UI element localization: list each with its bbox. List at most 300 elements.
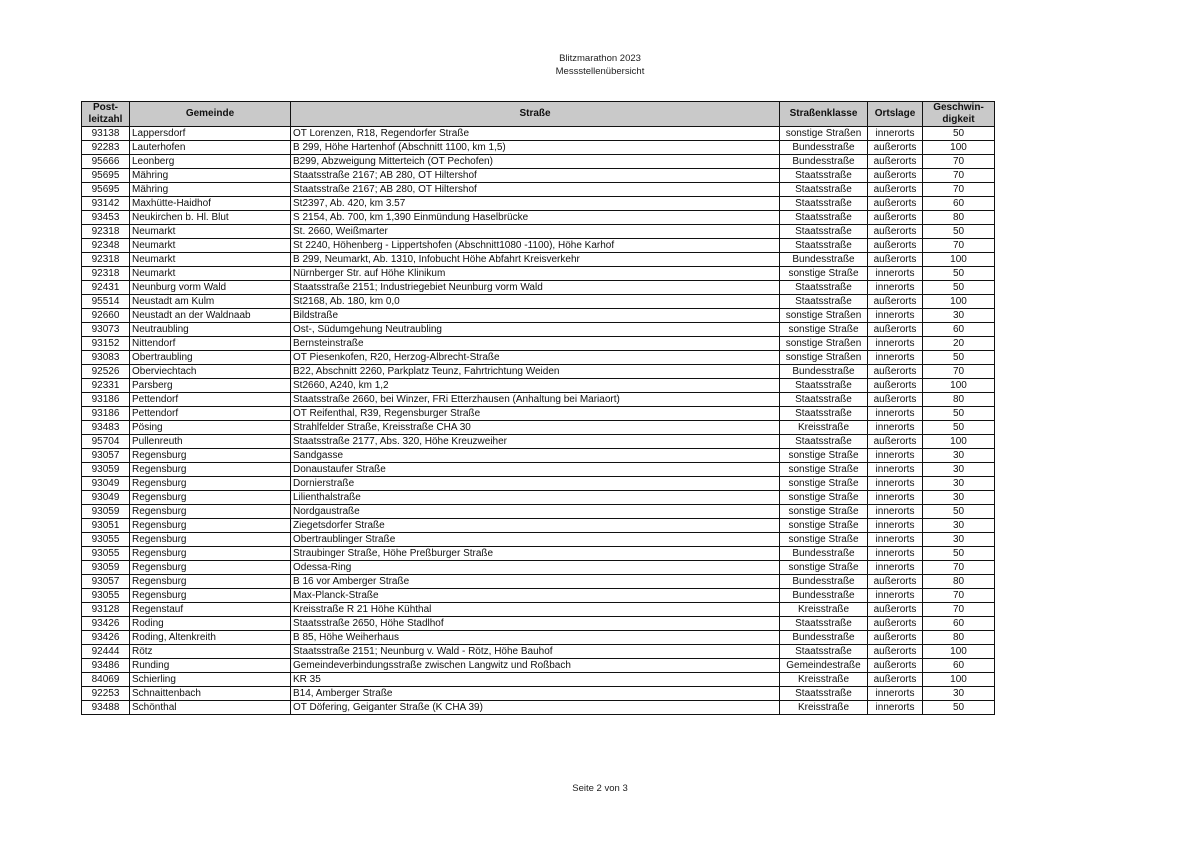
cell-geschwindigkeit: 80 (923, 575, 995, 589)
cell-strasse: Staatsstraße 2167; AB 280, OT Hiltershof (291, 183, 780, 197)
page-footer: Seite 2 von 3 (572, 783, 628, 794)
cell-postleitzahl: 92331 (82, 379, 130, 393)
cell-strassenklasse: sonstige Straße (780, 463, 868, 477)
cell-geschwindigkeit: 30 (923, 463, 995, 477)
cell-ortslage: innerorts (868, 281, 923, 295)
cell-strasse: KR 35 (291, 673, 780, 687)
cell-strassenklasse: sonstige Straßen (780, 337, 868, 351)
table-row (82, 589, 995, 603)
table-row (82, 323, 995, 337)
table-row (82, 141, 995, 155)
cell-gemeinde: Schierling (130, 673, 291, 687)
cell-gemeinde: Regensburg (130, 533, 291, 547)
table-row (82, 365, 995, 379)
cell-strasse: B14, Amberger Straße (291, 687, 780, 701)
cell-strasse: B 85, Höhe Weiherhaus (291, 631, 780, 645)
cell-geschwindigkeit: 50 (923, 225, 995, 239)
cell-geschwindigkeit: 30 (923, 519, 995, 533)
cell-postleitzahl: 93049 (82, 477, 130, 491)
cell-strassenklasse: sonstige Straßen (780, 351, 868, 365)
cell-gemeinde: Regenstauf (130, 603, 291, 617)
cell-postleitzahl: 93057 (82, 575, 130, 589)
cell-strasse: St2660, A240, km 1,2 (291, 379, 780, 393)
table-row (82, 351, 995, 365)
cell-strasse: Straubinger Straße, Höhe Preßburger Straße (291, 547, 780, 561)
cell-postleitzahl: 95695 (82, 169, 130, 183)
cell-postleitzahl: 93426 (82, 617, 130, 631)
cell-gemeinde: Mähring (130, 169, 291, 183)
table-row (82, 645, 995, 659)
cell-gemeinde: Neumarkt (130, 225, 291, 239)
cell-strasse: St 2240, Höhenberg - Lippertshofen (Abschnitt1080 -1100), Höhe Karhof (291, 239, 780, 253)
cell-strassenklasse: Kreisstraße (780, 421, 868, 435)
cell-strassenklasse: Bundesstraße (780, 547, 868, 561)
cell-ortslage: außerorts (868, 239, 923, 253)
table-row (82, 197, 995, 211)
cell-postleitzahl: 93059 (82, 505, 130, 519)
header-ortslage: Ortslage (868, 102, 923, 127)
cell-geschwindigkeit: 50 (923, 281, 995, 295)
cell-ortslage: außerorts (868, 631, 923, 645)
cell-gemeinde: Neunburg vorm Wald (130, 281, 291, 295)
cell-strasse: Dornierstraße (291, 477, 780, 491)
cell-strassenklasse: Bundesstraße (780, 155, 868, 169)
cell-strasse: Odessa-Ring (291, 561, 780, 575)
cell-gemeinde: Nittendorf (130, 337, 291, 351)
cell-strassenklasse: Staatsstraße (780, 393, 868, 407)
cell-strassenklasse: Bundesstraße (780, 589, 868, 603)
cell-gemeinde: Regensburg (130, 463, 291, 477)
cell-ortslage: außerorts (868, 197, 923, 211)
cell-postleitzahl: 93486 (82, 659, 130, 673)
cell-gemeinde: Lappersdorf (130, 127, 291, 141)
header-geschwindigkeit: Geschwin- digkeit (923, 102, 995, 127)
cell-strasse: Max-Planck-Straße (291, 589, 780, 603)
cell-gemeinde: Neustadt am Kulm (130, 295, 291, 309)
table-header-row (82, 102, 995, 127)
cell-ortslage: innerorts (868, 519, 923, 533)
cell-ortslage: außerorts (868, 183, 923, 197)
cell-gemeinde: Neumarkt (130, 239, 291, 253)
cell-geschwindigkeit: 100 (923, 295, 995, 309)
cell-postleitzahl: 84069 (82, 673, 130, 687)
cell-postleitzahl: 92444 (82, 645, 130, 659)
cell-geschwindigkeit: 100 (923, 141, 995, 155)
cell-gemeinde: Regensburg (130, 491, 291, 505)
header-postleitzahl: Post- leitzahl (82, 102, 130, 127)
cell-ortslage: innerorts (868, 505, 923, 519)
document-title: Blitzmarathon 2023 (559, 53, 641, 64)
cell-ortslage: innerorts (868, 449, 923, 463)
table-row (82, 337, 995, 351)
cell-geschwindigkeit: 60 (923, 323, 995, 337)
document-subtitle: Messstellenübersicht (555, 66, 645, 77)
table-row (82, 505, 995, 519)
cell-gemeinde: Leonberg (130, 155, 291, 169)
cell-strassenklasse: sonstige Straße (780, 267, 868, 281)
cell-gemeinde: Regensburg (130, 561, 291, 575)
cell-gemeinde: Neumarkt (130, 267, 291, 281)
cell-geschwindigkeit: 50 (923, 701, 995, 715)
header-strasse: Straße (291, 102, 780, 127)
table-row (82, 701, 995, 715)
cell-strassenklasse: Kreisstraße (780, 701, 868, 715)
cell-geschwindigkeit: 30 (923, 491, 995, 505)
cell-geschwindigkeit: 80 (923, 393, 995, 407)
cell-strassenklasse: sonstige Straßen (780, 309, 868, 323)
cell-postleitzahl: 92348 (82, 239, 130, 253)
cell-postleitzahl: 93453 (82, 211, 130, 225)
cell-gemeinde: Schnaittenbach (130, 687, 291, 701)
cell-ortslage: außerorts (868, 379, 923, 393)
cell-geschwindigkeit: 70 (923, 169, 995, 183)
cell-strassenklasse: sonstige Straße (780, 449, 868, 463)
table-row (82, 239, 995, 253)
cell-strassenklasse: Staatsstraße (780, 687, 868, 701)
cell-strasse: Staatsstraße 2177, Abs. 320, Höhe Kreuzweiher (291, 435, 780, 449)
table-row (82, 267, 995, 281)
cell-gemeinde: Regensburg (130, 575, 291, 589)
table-row (82, 547, 995, 561)
cell-strassenklasse: Staatsstraße (780, 239, 868, 253)
cell-ortslage: innerorts (868, 547, 923, 561)
cell-gemeinde: Roding (130, 617, 291, 631)
table-body (82, 127, 995, 715)
cell-strassenklasse: Staatsstraße (780, 645, 868, 659)
table-row (82, 281, 995, 295)
cell-geschwindigkeit: 50 (923, 421, 995, 435)
cell-strassenklasse: Staatsstraße (780, 435, 868, 449)
measurement-table (81, 101, 995, 715)
cell-strassenklasse: sonstige Straße (780, 477, 868, 491)
cell-strassenklasse: sonstige Straße (780, 533, 868, 547)
cell-gemeinde: Neumarkt (130, 253, 291, 267)
table-row (82, 421, 995, 435)
cell-postleitzahl: 93057 (82, 449, 130, 463)
cell-postleitzahl: 93142 (82, 197, 130, 211)
cell-strasse: OT Piesenkofen, R20, Herzog-Albrecht-Straße (291, 351, 780, 365)
cell-postleitzahl: 93128 (82, 603, 130, 617)
cell-strassenklasse: Staatsstraße (780, 379, 868, 393)
cell-strasse: Donaustaufer Straße (291, 463, 780, 477)
cell-postleitzahl: 92253 (82, 687, 130, 701)
cell-strasse: OT Lorenzen, R18, Regendorfer Straße (291, 127, 780, 141)
cell-ortslage: außerorts (868, 295, 923, 309)
cell-postleitzahl: 95514 (82, 295, 130, 309)
cell-postleitzahl: 92660 (82, 309, 130, 323)
cell-strassenklasse: Staatsstraße (780, 295, 868, 309)
cell-gemeinde: Rötz (130, 645, 291, 659)
cell-geschwindigkeit: 100 (923, 379, 995, 393)
cell-strasse: Sandgasse (291, 449, 780, 463)
table-row (82, 225, 995, 239)
cell-strassenklasse: Staatsstraße (780, 169, 868, 183)
cell-gemeinde: Schönthal (130, 701, 291, 715)
cell-ortslage: außerorts (868, 645, 923, 659)
cell-strasse: Staatsstraße 2151; Neunburg v. Wald - Rötz, Höhe Bauhof (291, 645, 780, 659)
table-row (82, 449, 995, 463)
cell-strassenklasse: sonstige Straße (780, 491, 868, 505)
cell-postleitzahl: 93049 (82, 491, 130, 505)
cell-geschwindigkeit: 30 (923, 687, 995, 701)
cell-ortslage: außerorts (868, 603, 923, 617)
cell-ortslage: innerorts (868, 309, 923, 323)
table-row (82, 309, 995, 323)
cell-gemeinde: Lauterhofen (130, 141, 291, 155)
cell-postleitzahl: 92318 (82, 253, 130, 267)
cell-geschwindigkeit: 20 (923, 337, 995, 351)
cell-gemeinde: Mähring (130, 183, 291, 197)
cell-strassenklasse: Staatsstraße (780, 617, 868, 631)
table-row (82, 561, 995, 575)
cell-ortslage: außerorts (868, 617, 923, 631)
cell-strasse: B299, Abzweigung Mitterteich (OT Pechofen) (291, 155, 780, 169)
table-row (82, 533, 995, 547)
cell-strasse: B 299, Höhe Hartenhof (Abschnitt 1100, km 1,5) (291, 141, 780, 155)
cell-strassenklasse: sonstige Straße (780, 561, 868, 575)
cell-ortslage: innerorts (868, 407, 923, 421)
cell-gemeinde: Parsberg (130, 379, 291, 393)
cell-ortslage: außerorts (868, 323, 923, 337)
cell-geschwindigkeit: 80 (923, 211, 995, 225)
cell-postleitzahl: 93051 (82, 519, 130, 533)
cell-geschwindigkeit: 50 (923, 127, 995, 141)
cell-strasse: Nürnberger Str. auf Höhe Klinikum (291, 267, 780, 281)
cell-gemeinde: Regensburg (130, 547, 291, 561)
cell-geschwindigkeit: 70 (923, 183, 995, 197)
cell-gemeinde: Oberviechtach (130, 365, 291, 379)
cell-geschwindigkeit: 80 (923, 631, 995, 645)
table-row (82, 295, 995, 309)
cell-strasse: Bildstraße (291, 309, 780, 323)
cell-gemeinde: Roding, Altenkreith (130, 631, 291, 645)
cell-postleitzahl: 95704 (82, 435, 130, 449)
cell-ortslage: innerorts (868, 477, 923, 491)
cell-strasse: St2168, Ab. 180, km 0,0 (291, 295, 780, 309)
cell-geschwindigkeit: 70 (923, 589, 995, 603)
table-row (82, 155, 995, 169)
header-gemeinde: Gemeinde (130, 102, 291, 127)
cell-strassenklasse: sonstige Straße (780, 519, 868, 533)
cell-strassenklasse: Bundesstraße (780, 365, 868, 379)
cell-strasse: B22, Abschnitt 2260, Parkplatz Teunz, Fahrtrichtung Weiden (291, 365, 780, 379)
cell-postleitzahl: 93083 (82, 351, 130, 365)
cell-strassenklasse: Bundesstraße (780, 141, 868, 155)
cell-strassenklasse: Staatsstraße (780, 407, 868, 421)
cell-postleitzahl: 95666 (82, 155, 130, 169)
cell-postleitzahl: 92283 (82, 141, 130, 155)
cell-ortslage: innerorts (868, 701, 923, 715)
cell-gemeinde: Neustadt an der Waldnaab (130, 309, 291, 323)
cell-ortslage: innerorts (868, 687, 923, 701)
cell-strasse: B 299, Neumarkt, Ab. 1310, Infobucht Höhe Abfahrt Kreisverkehr (291, 253, 780, 267)
cell-strasse: OT Reifenthal, R39, Regensburger Straße (291, 407, 780, 421)
cell-strassenklasse: Kreisstraße (780, 603, 868, 617)
cell-postleitzahl: 92431 (82, 281, 130, 295)
cell-gemeinde: Regensburg (130, 449, 291, 463)
cell-ortslage: außerorts (868, 141, 923, 155)
cell-ortslage: außerorts (868, 393, 923, 407)
cell-geschwindigkeit: 30 (923, 309, 995, 323)
cell-ortslage: innerorts (868, 127, 923, 141)
cell-ortslage: innerorts (868, 337, 923, 351)
cell-geschwindigkeit: 70 (923, 239, 995, 253)
cell-strassenklasse: Gemeindestraße (780, 659, 868, 673)
cell-strassenklasse: Bundesstraße (780, 575, 868, 589)
cell-geschwindigkeit: 70 (923, 561, 995, 575)
cell-geschwindigkeit: 50 (923, 267, 995, 281)
cell-geschwindigkeit: 50 (923, 351, 995, 365)
cell-strasse: St2397, Ab. 420, km 3.57 (291, 197, 780, 211)
cell-strasse: Ost-, Südumgehung Neutraubling (291, 323, 780, 337)
table-row (82, 379, 995, 393)
cell-strasse: OT Döfering, Geiganter Straße (K CHA 39) (291, 701, 780, 715)
cell-geschwindigkeit: 30 (923, 533, 995, 547)
cell-strassenklasse: Staatsstraße (780, 197, 868, 211)
table-row (82, 169, 995, 183)
table-row (82, 435, 995, 449)
cell-strasse: Staatsstraße 2167; AB 280, OT Hiltershof (291, 169, 780, 183)
cell-strasse: Staatsstraße 2151; Industriegebiet Neunburg vorm Wald (291, 281, 780, 295)
cell-gemeinde: Obertraubling (130, 351, 291, 365)
table-row (82, 211, 995, 225)
cell-postleitzahl: 93055 (82, 589, 130, 603)
cell-gemeinde: Neukirchen b. Hl. Blut (130, 211, 291, 225)
table-row (82, 477, 995, 491)
cell-geschwindigkeit: 60 (923, 197, 995, 211)
cell-gemeinde: Neutraubling (130, 323, 291, 337)
cell-strasse: Staatsstraße 2650, Höhe Stadlhof (291, 617, 780, 631)
cell-ortslage: außerorts (868, 169, 923, 183)
cell-strassenklasse: sonstige Straße (780, 323, 868, 337)
cell-ortslage: außerorts (868, 211, 923, 225)
header-strassenklasse: Straßenklasse (780, 102, 868, 127)
cell-ortslage: außerorts (868, 155, 923, 169)
cell-gemeinde: Maxhütte-Haidhof (130, 197, 291, 211)
cell-gemeinde: Pettendorf (130, 393, 291, 407)
cell-postleitzahl: 93186 (82, 407, 130, 421)
cell-strasse: Gemeindeverbindungsstraße zwischen Langwitz und Roßbach (291, 659, 780, 673)
cell-geschwindigkeit: 100 (923, 253, 995, 267)
cell-strasse: Obertraublinger Straße (291, 533, 780, 547)
cell-postleitzahl: 93152 (82, 337, 130, 351)
cell-strasse: Kreisstraße R 21 Höhe Kühthal (291, 603, 780, 617)
cell-geschwindigkeit: 70 (923, 155, 995, 169)
table-row (82, 393, 995, 407)
table-row (82, 127, 995, 141)
cell-geschwindigkeit: 60 (923, 659, 995, 673)
cell-strassenklasse: Bundesstraße (780, 631, 868, 645)
cell-ortslage: außerorts (868, 659, 923, 673)
cell-postleitzahl: 93483 (82, 421, 130, 435)
cell-ortslage: innerorts (868, 589, 923, 603)
cell-ortslage: außerorts (868, 575, 923, 589)
cell-strasse: Nordgaustraße (291, 505, 780, 519)
cell-strasse: Bernsteinstraße (291, 337, 780, 351)
cell-postleitzahl: 93055 (82, 533, 130, 547)
cell-postleitzahl: 93488 (82, 701, 130, 715)
table-row (82, 617, 995, 631)
cell-geschwindigkeit: 50 (923, 547, 995, 561)
cell-postleitzahl: 93426 (82, 631, 130, 645)
cell-geschwindigkeit: 60 (923, 617, 995, 631)
cell-ortslage: außerorts (868, 253, 923, 267)
table-row (82, 519, 995, 533)
cell-postleitzahl: 93055 (82, 547, 130, 561)
table-row (82, 491, 995, 505)
cell-geschwindigkeit: 30 (923, 449, 995, 463)
cell-strasse: S 2154, Ab. 700, km 1,390 Einmündung Haselbrücke (291, 211, 780, 225)
cell-geschwindigkeit: 70 (923, 365, 995, 379)
cell-geschwindigkeit: 100 (923, 673, 995, 687)
cell-geschwindigkeit: 100 (923, 645, 995, 659)
cell-ortslage: außerorts (868, 365, 923, 379)
cell-strassenklasse: Bundesstraße (780, 253, 868, 267)
table-row (82, 407, 995, 421)
cell-postleitzahl: 92526 (82, 365, 130, 379)
table-row (82, 659, 995, 673)
cell-gemeinde: Regensburg (130, 477, 291, 491)
cell-strasse: Staatsstraße 2660, bei Winzer, FRi Etterzhausen (Anhaltung bei Mariaort) (291, 393, 780, 407)
cell-strassenklasse: Kreisstraße (780, 673, 868, 687)
cell-ortslage: außerorts (868, 225, 923, 239)
cell-postleitzahl: 95695 (82, 183, 130, 197)
cell-strasse: Lilienthalstraße (291, 491, 780, 505)
cell-strassenklasse: sonstige Straße (780, 505, 868, 519)
cell-strasse: Strahlfelder Straße, Kreisstraße CHA 30 (291, 421, 780, 435)
cell-geschwindigkeit: 100 (923, 435, 995, 449)
cell-strasse: Ziegetsdorfer Straße (291, 519, 780, 533)
cell-postleitzahl: 92318 (82, 267, 130, 281)
cell-ortslage: innerorts (868, 267, 923, 281)
cell-gemeinde: Runding (130, 659, 291, 673)
table-row (82, 603, 995, 617)
cell-ortslage: innerorts (868, 561, 923, 575)
cell-ortslage: innerorts (868, 463, 923, 477)
cell-strassenklasse: Staatsstraße (780, 211, 868, 225)
cell-strasse: B 16 vor Amberger Straße (291, 575, 780, 589)
cell-postleitzahl: 93059 (82, 561, 130, 575)
cell-strasse: St. 2660, Weißmarter (291, 225, 780, 239)
cell-gemeinde: Pettendorf (130, 407, 291, 421)
cell-postleitzahl: 93138 (82, 127, 130, 141)
cell-strassenklasse: Staatsstraße (780, 183, 868, 197)
cell-gemeinde: Pullenreuth (130, 435, 291, 449)
cell-gemeinde: Regensburg (130, 519, 291, 533)
cell-gemeinde: Pösing (130, 421, 291, 435)
table-row (82, 687, 995, 701)
cell-ortslage: innerorts (868, 533, 923, 547)
cell-ortslage: außerorts (868, 435, 923, 449)
cell-ortslage: innerorts (868, 421, 923, 435)
cell-gemeinde: Regensburg (130, 505, 291, 519)
table-row (82, 463, 995, 477)
cell-ortslage: innerorts (868, 351, 923, 365)
cell-gemeinde: Regensburg (130, 589, 291, 603)
cell-postleitzahl: 93059 (82, 463, 130, 477)
table-row (82, 183, 995, 197)
cell-strassenklasse: Staatsstraße (780, 225, 868, 239)
cell-ortslage: innerorts (868, 491, 923, 505)
cell-strassenklasse: Staatsstraße (780, 281, 868, 295)
table-row (82, 631, 995, 645)
cell-geschwindigkeit: 50 (923, 505, 995, 519)
table-row (82, 575, 995, 589)
cell-strassenklasse: sonstige Straßen (780, 127, 868, 141)
cell-postleitzahl: 92318 (82, 225, 130, 239)
cell-ortslage: außerorts (868, 673, 923, 687)
table-row (82, 253, 995, 267)
